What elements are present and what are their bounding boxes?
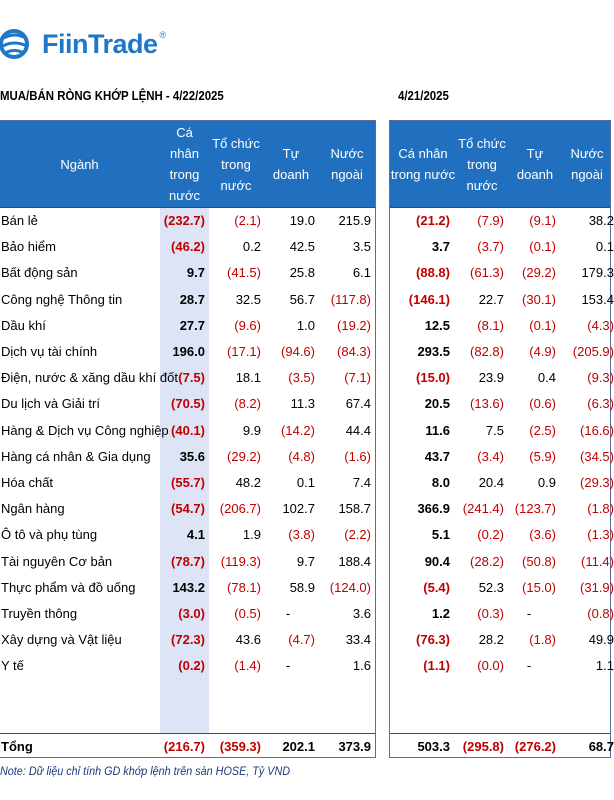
total-row xyxy=(0,735,375,759)
proprietary-value: 42.5 xyxy=(289,239,315,255)
foreign-value: (4.3) xyxy=(587,317,614,333)
proprietary-value: 0.4 xyxy=(537,370,556,386)
proprietary-value: (1.8) xyxy=(529,632,556,648)
proprietary-value: 0.1 xyxy=(296,475,315,490)
table-row xyxy=(0,628,375,652)
sector-name: Bất động sản xyxy=(1,265,78,281)
foreign-value: 38.2 xyxy=(588,213,614,228)
individual-value: 4.1 xyxy=(186,527,205,543)
individual-value: 11.6 xyxy=(425,422,450,438)
header-divider xyxy=(390,207,610,208)
proprietary-value: (123.7) xyxy=(514,501,556,517)
foreign-value: 188.4 xyxy=(338,553,371,569)
table-row xyxy=(0,576,375,600)
institution-value: (241.4) xyxy=(462,501,504,517)
foreign-value: (6.3) xyxy=(587,396,614,412)
table-row xyxy=(390,471,614,495)
proprietary-value: 25.8 xyxy=(289,265,315,281)
sector-name: Dầu khí xyxy=(1,317,46,333)
sector-name: Ngân hàng xyxy=(1,501,65,517)
table-row xyxy=(390,628,614,652)
institution-value: 28.2 xyxy=(478,632,504,648)
sector-name: Công nghệ Thông tin xyxy=(1,291,123,307)
proprietary-value: 202.1 xyxy=(282,739,315,754)
total-divider xyxy=(0,733,375,734)
individual-value: (232.7) xyxy=(163,213,205,228)
table-row xyxy=(390,550,614,574)
proprietary-value: (30.1) xyxy=(522,291,556,307)
individual-value: (46.2) xyxy=(171,239,205,255)
institution-value: 32.5 xyxy=(235,291,261,307)
foreign-value: 3.5 xyxy=(352,239,371,255)
individual-value: (146.1) xyxy=(408,291,450,307)
sector-name: Thực phẩm và đồ uống xyxy=(1,579,136,595)
foreign-value: (29.3) xyxy=(580,475,614,490)
proprietary-value: (4.9) xyxy=(529,344,556,359)
individual-value: 196.0 xyxy=(172,344,205,359)
foreign-value: (19.2) xyxy=(337,317,371,333)
header-proprietary: Tự doanh xyxy=(516,146,554,182)
institution-value: (13.6) xyxy=(470,396,504,412)
institution-value: 48.2 xyxy=(235,475,261,490)
table-row xyxy=(390,235,614,259)
table-row xyxy=(390,654,614,678)
individual-value: 143.2 xyxy=(172,579,205,595)
individual-value: (54.7) xyxy=(171,501,205,517)
proprietary-value: 9.7 xyxy=(296,553,315,569)
table-row xyxy=(0,445,375,469)
individual-value: (70.5) xyxy=(171,396,205,412)
individual-value: (40.1) xyxy=(171,422,205,438)
proprietary-value: (4.8) xyxy=(288,448,315,464)
individual-value: 43.7 xyxy=(424,448,450,464)
institution-value: (17.1) xyxy=(227,344,261,359)
institution-value: 23.9 xyxy=(478,370,504,386)
individual-value: (3.0) xyxy=(178,606,205,621)
table-row xyxy=(0,419,375,443)
institution-value: 20.4 xyxy=(478,475,504,490)
institution-value: 22.7 xyxy=(478,291,504,307)
proprietary-value: (4.7) xyxy=(288,632,315,648)
header-proprietary: Tự doanh xyxy=(272,146,310,182)
foreign-value: (0.8) xyxy=(587,606,614,621)
foreign-value: (7.1) xyxy=(344,370,371,386)
header-foreign: Nước ngoài xyxy=(570,146,604,182)
table-row xyxy=(390,419,614,443)
table-row xyxy=(390,314,614,338)
institution-value: (0.0) xyxy=(477,658,504,674)
individual-value: (0.2) xyxy=(178,658,205,674)
table-row xyxy=(390,392,614,416)
table-row xyxy=(0,340,375,364)
proprietary-value: - xyxy=(526,606,532,621)
institution-value: 1.9 xyxy=(242,527,261,543)
institution-value: (9.6) xyxy=(234,317,261,333)
institution-value: (0.5) xyxy=(234,606,261,621)
proprietary-value: (0.1) xyxy=(529,239,556,255)
sector-name: Bán lẻ xyxy=(1,213,38,228)
foreign-value: 215.9 xyxy=(338,213,371,228)
table-row xyxy=(390,288,614,312)
institution-value: 52.3 xyxy=(478,579,504,595)
individual-value: (7.5) xyxy=(178,370,205,386)
sector-name: Y tế xyxy=(1,658,24,674)
institution-value: (82.8) xyxy=(470,344,504,359)
individual-value: (78.7) xyxy=(171,553,205,569)
foreign-value: (2.2) xyxy=(344,527,371,543)
current-day-table xyxy=(0,120,376,758)
brand-logo xyxy=(0,16,166,72)
proprietary-value: (3.5) xyxy=(288,370,315,386)
table-title-current: MUA/BÁN RÒNG KHỚP LỆNH - 4/22/2025 xyxy=(0,88,224,103)
institution-value: (359.3) xyxy=(219,739,261,754)
foreign-value: (84.3) xyxy=(337,344,371,359)
individual-value: (15.0) xyxy=(416,370,450,386)
brand-registered-mark: ® xyxy=(159,30,167,40)
institution-value: 43.6 xyxy=(235,632,261,648)
brand-name: FiinTrade xyxy=(42,28,158,59)
proprietary-value: 11.3 xyxy=(290,396,315,412)
table-title-previous: 4/21/2025 xyxy=(398,88,449,103)
total-divider xyxy=(390,733,610,734)
table-row xyxy=(390,445,614,469)
foreign-value: 179.3 xyxy=(581,265,614,281)
proprietary-value: (14.2) xyxy=(281,422,315,438)
sector-name: Hàng cá nhân & Gia dụng xyxy=(1,448,151,464)
foreign-value: 6.1 xyxy=(352,265,371,281)
header-individual: Cá nhân trong nước xyxy=(390,146,456,182)
proprietary-value: (2.5) xyxy=(529,422,556,438)
table-row xyxy=(390,497,614,521)
proprietary-value: (276.2) xyxy=(514,739,556,754)
proprietary-value: (15.0) xyxy=(522,579,556,595)
institution-value: (3.7) xyxy=(477,239,504,255)
table-row xyxy=(0,602,375,626)
proprietary-value: - xyxy=(285,658,291,674)
individual-value: (76.3) xyxy=(416,632,450,648)
foreign-value: 0.1 xyxy=(595,239,614,255)
individual-value: 8.0 xyxy=(431,475,450,490)
institution-value: (78.1) xyxy=(227,579,261,595)
proprietary-value: (9.1) xyxy=(529,213,556,228)
institution-value: (61.3) xyxy=(470,265,504,281)
proprietary-value: (94.6) xyxy=(281,344,315,359)
foreign-value: (124.0) xyxy=(329,579,371,595)
header-foreign: Nước ngoài xyxy=(330,146,364,182)
proprietary-value: (3.6) xyxy=(529,527,556,543)
individual-value: 3.7 xyxy=(431,239,450,255)
table-row xyxy=(0,550,375,574)
foreign-value: (1.3) xyxy=(587,527,614,543)
individual-value: 90.4 xyxy=(424,553,450,569)
table-row xyxy=(0,235,375,259)
individual-value: 9.7 xyxy=(186,265,205,281)
table-header xyxy=(0,121,375,207)
sector-name: Truyền thông xyxy=(1,606,78,621)
proprietary-value: (29.2) xyxy=(522,265,556,281)
sector-name: Xây dựng và Vật liệu xyxy=(1,632,122,648)
proprietary-value: 0.9 xyxy=(537,475,556,490)
previous-day-table xyxy=(389,120,614,758)
individual-value: 1.2 xyxy=(431,606,450,621)
proprietary-value: (5.9) xyxy=(529,448,556,464)
foreign-value: 49.9 xyxy=(588,632,614,648)
header-institution: Tổ chức trong nước xyxy=(212,135,260,193)
individual-value: 28.7 xyxy=(179,291,205,307)
institution-value: (1.4) xyxy=(234,658,261,674)
foreign-value: (9.3) xyxy=(587,370,614,386)
proprietary-value: 102.7 xyxy=(282,501,315,517)
table-row xyxy=(390,602,614,626)
sector-name: Tổng xyxy=(1,739,33,754)
foreign-value: 67.4 xyxy=(345,396,371,412)
foreign-value: 44.4 xyxy=(345,422,371,438)
individual-value: (216.7) xyxy=(163,739,205,754)
foreign-value: (1.8) xyxy=(587,501,614,517)
table-row xyxy=(0,288,375,312)
individual-value: (72.3) xyxy=(171,632,205,648)
foreign-value: 373.9 xyxy=(338,739,371,754)
foreign-value: 7.4 xyxy=(352,475,371,490)
foreign-value: (16.6) xyxy=(580,422,614,438)
foreign-value: (34.5) xyxy=(580,448,614,464)
sector-name: Hàng & Dịch vụ Công nghiệp xyxy=(1,422,169,438)
table-row xyxy=(390,576,614,600)
institution-value: (29.2) xyxy=(227,448,261,464)
institution-value: (7.9) xyxy=(477,213,504,228)
institution-value: 7.5 xyxy=(485,422,504,438)
foreign-value: (1.6) xyxy=(344,448,371,464)
proprietary-value: - xyxy=(285,606,291,621)
individual-value: (21.2) xyxy=(416,213,450,228)
sector-name: Du lịch và Giải trí xyxy=(1,396,100,412)
fiintrade-logo-icon xyxy=(0,22,36,66)
institution-value: (8.2) xyxy=(234,396,261,412)
foreign-value: 153.4 xyxy=(581,291,614,307)
proprietary-value: (3.8) xyxy=(288,527,315,543)
table-row xyxy=(0,366,375,390)
individual-value: 293.5 xyxy=(417,344,450,359)
individual-value: 20.5 xyxy=(424,396,450,412)
individual-value: (5.4) xyxy=(423,579,450,595)
footnote: Note: Dữ liệu chỉ tính GD khớp lệnh trên sàn HOSE, Tỷ VND xyxy=(0,764,291,778)
institution-value: (0.2) xyxy=(477,527,504,543)
foreign-value: (117.8) xyxy=(330,291,371,307)
individual-value: 503.3 xyxy=(417,739,450,754)
sector-name: Bảo hiểm xyxy=(1,239,56,255)
table-row xyxy=(390,366,614,390)
table-row xyxy=(390,209,614,233)
total-row xyxy=(390,735,614,759)
foreign-value: 33.4 xyxy=(345,632,371,648)
individual-value: (1.1) xyxy=(423,658,450,674)
institution-value: (41.5) xyxy=(227,265,261,281)
proprietary-value: 56.7 xyxy=(289,291,315,307)
individual-value: 35.6 xyxy=(179,448,205,464)
header-institution: Tổ chức trong nước xyxy=(458,135,506,193)
table-row xyxy=(0,471,375,495)
foreign-value: 1.1 xyxy=(595,658,614,674)
header-sector: Ngành xyxy=(60,156,99,172)
table-row xyxy=(0,209,375,233)
individual-value: (55.7) xyxy=(171,475,205,490)
individual-value: 5.1 xyxy=(431,527,450,543)
proprietary-value: - xyxy=(526,658,532,674)
header-divider xyxy=(0,207,375,208)
table-row xyxy=(0,523,375,547)
table-row xyxy=(0,392,375,416)
table-row xyxy=(0,261,375,285)
individual-value: 12.5 xyxy=(424,317,450,333)
proprietary-value: 58.9 xyxy=(289,579,315,595)
table-header xyxy=(390,121,610,207)
table-row xyxy=(390,340,614,364)
foreign-value: 3.6 xyxy=(352,606,371,621)
proprietary-value: (0.1) xyxy=(529,317,556,333)
institution-value: (206.7) xyxy=(219,501,261,517)
table-row xyxy=(390,261,614,285)
foreign-value: (11.4) xyxy=(581,553,614,569)
sector-name: Điện, nước & xăng dầu khí đốt xyxy=(1,370,178,386)
foreign-value: (31.9) xyxy=(580,579,614,595)
sector-name: Tài nguyên Cơ bản xyxy=(1,553,113,569)
institution-value: 18.1 xyxy=(235,370,261,386)
individual-value: 366.9 xyxy=(417,501,450,517)
institution-value: (295.8) xyxy=(462,739,504,754)
table-row xyxy=(390,523,614,547)
institution-value: (8.1) xyxy=(477,317,504,333)
individual-value: (88.8) xyxy=(416,265,450,281)
proprietary-value: 19.0 xyxy=(289,213,315,228)
institution-value: (28.2) xyxy=(470,553,504,569)
institution-value: (0.3) xyxy=(477,606,504,621)
institution-value: 9.9 xyxy=(242,422,261,438)
foreign-value: 1.6 xyxy=(352,658,371,674)
proprietary-value: 1.0 xyxy=(296,317,315,333)
header-individual: Cá nhân trong nước xyxy=(169,125,200,203)
foreign-value: (205.9) xyxy=(572,344,614,359)
table-row xyxy=(0,654,375,678)
table-row xyxy=(0,497,375,521)
table-row xyxy=(0,314,375,338)
institution-value: (3.4) xyxy=(477,448,504,464)
institution-value: (119.3) xyxy=(220,553,261,569)
institution-value: (2.1) xyxy=(234,213,261,228)
sector-name: Dịch vụ tài chính xyxy=(1,344,98,359)
sector-name: Ô tô và phụ tùng xyxy=(1,527,98,543)
foreign-value: 68.7 xyxy=(588,739,614,754)
sector-name: Hóa chất xyxy=(1,475,54,490)
individual-value: 27.7 xyxy=(179,317,205,333)
institution-value: 0.2 xyxy=(242,239,261,255)
proprietary-value: (0.6) xyxy=(529,396,556,412)
foreign-value: 158.7 xyxy=(338,501,371,517)
proprietary-value: (50.8) xyxy=(522,553,556,569)
